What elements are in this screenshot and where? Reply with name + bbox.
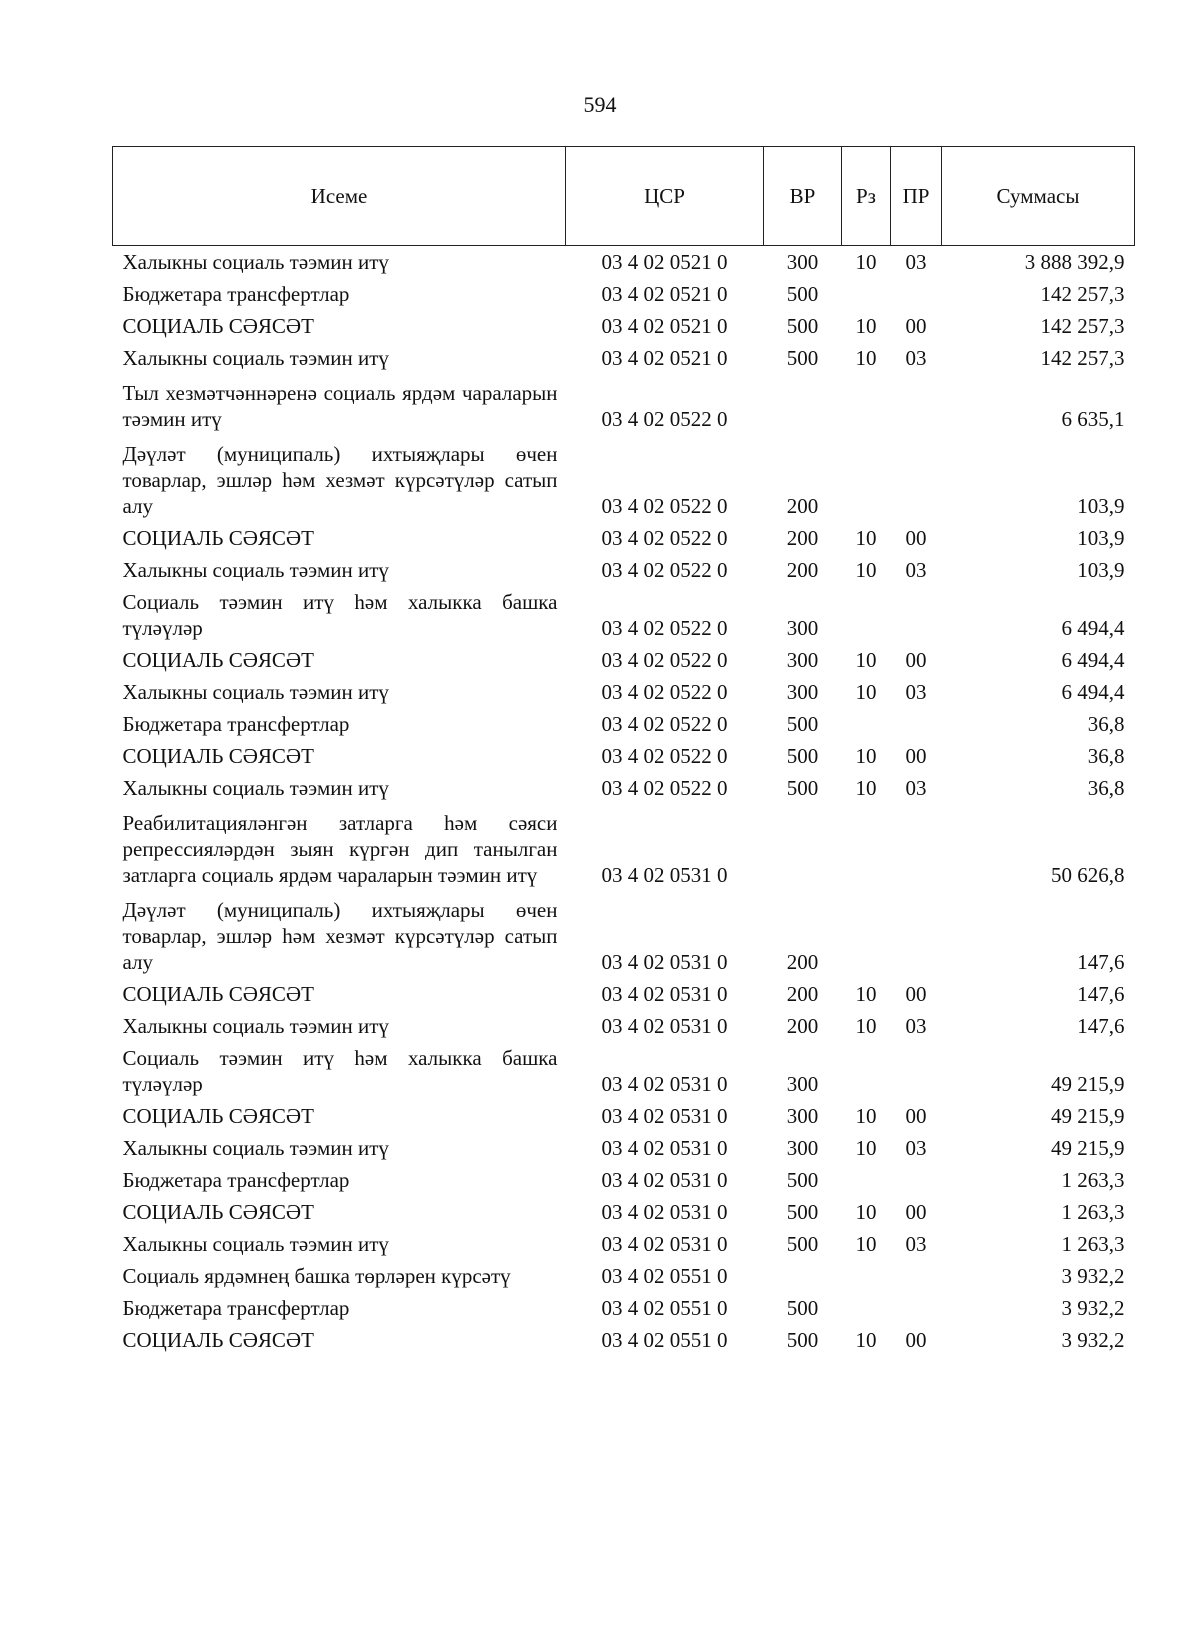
- cell-name: СОЦИАЛЬ СӘЯСӘТ: [122, 648, 314, 672]
- cell-rz: 10: [855, 1104, 877, 1128]
- cell-sum: 49 215,9: [1051, 1072, 1125, 1096]
- cell-sum: 49 215,9: [1051, 1136, 1125, 1160]
- cell-csr: 03 4 02 0551 0: [601, 1296, 728, 1320]
- cell-sum: 36,8: [1087, 776, 1125, 800]
- cell-sum: 3 932,2: [1061, 1296, 1125, 1320]
- table-row: [113, 342, 1135, 374]
- cell-pr: [891, 804, 942, 891]
- cell-name: Халыкны социаль тәэмин итү: [122, 1232, 389, 1256]
- cell-rz: 10: [855, 1200, 877, 1224]
- cell-rz: 10: [855, 744, 877, 768]
- cell-pr: 03: [905, 1232, 927, 1256]
- cell-name: Халыкны социаль тәэмин итү: [122, 558, 389, 582]
- cell-name: СОЦИАЛЬ СӘЯСӘТ: [122, 982, 314, 1006]
- cell-pr: [891, 1042, 942, 1100]
- cell-csr: 03 4 02 0551 0: [601, 1328, 728, 1352]
- cell-pr: 03: [905, 1014, 927, 1038]
- table-row: [113, 586, 1135, 644]
- cell-csr: 03 4 02 0522 0: [601, 494, 728, 518]
- cell-vr: 300: [786, 616, 819, 640]
- cell-rz: 10: [855, 1136, 877, 1160]
- table-row: [113, 1100, 1135, 1132]
- cell-vr: 500: [786, 744, 819, 768]
- cell-csr: 03 4 02 0522 0: [601, 648, 728, 672]
- cell-pr: 00: [905, 1328, 927, 1352]
- table-header: [113, 147, 1135, 246]
- cell-sum: 3 932,2: [1061, 1264, 1125, 1288]
- cell-sum: 142 257,3: [1040, 346, 1125, 370]
- cell-rz: [842, 435, 891, 522]
- table-row: [113, 1292, 1135, 1324]
- cell-pr: [891, 708, 942, 740]
- table-row: [113, 644, 1135, 676]
- cell-csr: 03 4 02 0522 0: [601, 526, 728, 550]
- cell-vr: [764, 804, 842, 891]
- table-row: [113, 1324, 1135, 1356]
- cell-pr: 00: [905, 1200, 927, 1224]
- budget-table: [112, 146, 1135, 1356]
- cell-vr: 300: [786, 1104, 819, 1128]
- table-row: [113, 278, 1135, 310]
- cell-name: Бюджетара трансфертлар: [122, 282, 350, 306]
- header-name: Исеме: [113, 147, 566, 246]
- cell-rz: 10: [855, 776, 877, 800]
- cell-csr: 03 4 02 0522 0: [601, 558, 728, 582]
- header-vr: ВР: [764, 147, 842, 246]
- cell-csr: 03 4 02 0522 0: [601, 616, 728, 640]
- cell-csr: 03 4 02 0522 0: [601, 776, 728, 800]
- cell-rz: [842, 891, 891, 978]
- cell-pr: 03: [905, 776, 927, 800]
- table-row: [113, 1010, 1135, 1042]
- cell-name: Социаль тәэмин итү һәм халыкка башка түләүләр: [122, 590, 558, 640]
- table-row: [113, 891, 1135, 978]
- cell-csr: 03 4 02 0531 0: [601, 1168, 728, 1192]
- cell-name: Халыкны социаль тәэмин итү: [122, 776, 389, 800]
- table-row: [113, 374, 1135, 435]
- table-row: [113, 1260, 1135, 1292]
- table-body: [113, 246, 1135, 1357]
- cell-sum: 3 888 392,9: [1024, 250, 1125, 274]
- table-row: [113, 676, 1135, 708]
- cell-sum: 103,9: [1077, 558, 1125, 582]
- header-sum: Суммасы: [942, 147, 1135, 246]
- table-row: [113, 1164, 1135, 1196]
- table-row: [113, 246, 1135, 279]
- cell-csr: 03 4 02 0522 0: [601, 680, 728, 704]
- cell-name: Тыл хезмәтчәннәренә социаль ярдәм чараларын тәэмин итү: [122, 381, 558, 431]
- table-row: [113, 1196, 1135, 1228]
- cell-sum: 3 932,2: [1061, 1328, 1125, 1352]
- cell-pr: [891, 1292, 942, 1324]
- cell-pr: 00: [905, 744, 927, 768]
- cell-rz: 10: [855, 1232, 877, 1256]
- cell-rz: [842, 804, 891, 891]
- cell-name: Дәүләт (муниципаль) ихтыяҗлары өчен товарлар, эшләр һәм хезмәт күрсәтүләр сатып алу: [122, 442, 558, 518]
- cell-name: Бюджетара трансфертлар: [122, 712, 350, 736]
- cell-vr: 500: [786, 282, 819, 306]
- cell-vr: 200: [786, 558, 819, 582]
- table-row: [113, 708, 1135, 740]
- cell-rz: [842, 1042, 891, 1100]
- cell-vr: [764, 1260, 842, 1292]
- cell-sum: 147,6: [1077, 950, 1125, 974]
- cell-rz: 10: [855, 526, 877, 550]
- cell-vr: 500: [786, 314, 819, 338]
- cell-csr: 03 4 02 0522 0: [601, 744, 728, 768]
- cell-pr: [891, 891, 942, 978]
- cell-name: Халыкны социаль тәэмин итү: [122, 346, 389, 370]
- cell-csr: 03 4 02 0531 0: [601, 1232, 728, 1256]
- cell-name: Дәүләт (муниципаль) ихтыяҗлары өчен товарлар, эшләр һәм хезмәт күрсәтүләр сатып алу: [122, 898, 558, 974]
- cell-rz: 10: [855, 314, 877, 338]
- cell-csr: 03 4 02 0531 0: [601, 1072, 728, 1096]
- cell-rz: [842, 278, 891, 310]
- cell-pr: 03: [905, 680, 927, 704]
- cell-pr: 00: [905, 982, 927, 1006]
- cell-pr: 03: [905, 250, 927, 274]
- table-row: [113, 978, 1135, 1010]
- cell-name: СОЦИАЛЬ СӘЯСӘТ: [122, 744, 314, 768]
- cell-name: СОЦИАЛЬ СӘЯСӘТ: [122, 1104, 314, 1128]
- cell-name: СОЦИАЛЬ СӘЯСӘТ: [122, 1328, 314, 1352]
- cell-vr: 500: [786, 776, 819, 800]
- cell-sum: 36,8: [1087, 744, 1125, 768]
- cell-csr: 03 4 02 0551 0: [601, 1264, 728, 1288]
- cell-csr: 03 4 02 0521 0: [601, 346, 728, 370]
- cell-vr: 300: [786, 1136, 819, 1160]
- cell-vr: 500: [786, 1232, 819, 1256]
- cell-vr: 500: [786, 1200, 819, 1224]
- cell-rz: 10: [855, 648, 877, 672]
- table-row: [113, 1132, 1135, 1164]
- cell-vr: 200: [786, 1014, 819, 1038]
- cell-rz: [842, 1292, 891, 1324]
- cell-vr: 300: [786, 680, 819, 704]
- cell-rz: 10: [855, 346, 877, 370]
- cell-sum: 142 257,3: [1040, 282, 1125, 306]
- cell-name: Бюджетара трансфертлар: [122, 1168, 350, 1192]
- cell-sum: 6 494,4: [1061, 680, 1125, 704]
- table-row: [113, 554, 1135, 586]
- cell-rz: 10: [855, 1014, 877, 1038]
- cell-pr: 00: [905, 648, 927, 672]
- cell-vr: 200: [786, 982, 819, 1006]
- cell-sum: 1 263,3: [1061, 1232, 1125, 1256]
- cell-vr: 500: [786, 346, 819, 370]
- table-row: [113, 772, 1135, 804]
- cell-csr: 03 4 02 0531 0: [601, 982, 728, 1006]
- cell-name: Халыкны социаль тәэмин итү: [122, 1014, 389, 1038]
- cell-vr: [764, 374, 842, 435]
- cell-sum: 6 494,4: [1061, 616, 1125, 640]
- cell-name: Халыкны социаль тәэмин итү: [122, 250, 389, 274]
- cell-csr: 03 4 02 0521 0: [601, 250, 728, 274]
- cell-sum: 103,9: [1077, 526, 1125, 550]
- cell-csr: 03 4 02 0522 0: [601, 712, 728, 736]
- cell-vr: 200: [786, 950, 819, 974]
- cell-vr: 500: [786, 1168, 819, 1192]
- cell-pr: [891, 1260, 942, 1292]
- cell-rz: 10: [855, 1328, 877, 1352]
- cell-pr: 03: [905, 346, 927, 370]
- page-number: 594: [583, 92, 617, 117]
- cell-vr: 500: [786, 1328, 819, 1352]
- cell-pr: [891, 586, 942, 644]
- cell-rz: 10: [855, 982, 877, 1006]
- cell-csr: 03 4 02 0531 0: [601, 950, 728, 974]
- cell-csr: 03 4 02 0531 0: [601, 1200, 728, 1224]
- cell-pr: [891, 1164, 942, 1196]
- cell-vr: 300: [786, 648, 819, 672]
- cell-rz: 10: [855, 250, 877, 274]
- cell-rz: [842, 708, 891, 740]
- cell-pr: 00: [905, 526, 927, 550]
- cell-sum: 6 494,4: [1061, 648, 1125, 672]
- cell-sum: 142 257,3: [1040, 314, 1125, 338]
- cell-csr: 03 4 02 0531 0: [601, 1104, 728, 1128]
- cell-name: СОЦИАЛЬ СӘЯСӘТ: [122, 526, 314, 550]
- cell-pr: 00: [905, 1104, 927, 1128]
- cell-rz: [842, 1164, 891, 1196]
- header-csr: ЦСР: [566, 147, 764, 246]
- cell-name: Халыкны социаль тәэмин итү: [122, 1136, 389, 1160]
- cell-rz: [842, 586, 891, 644]
- cell-sum: 147,6: [1077, 982, 1125, 1006]
- cell-vr: 300: [786, 1072, 819, 1096]
- cell-vr: 300: [786, 250, 819, 274]
- cell-rz: 10: [855, 680, 877, 704]
- header-pr: ПР: [891, 147, 942, 246]
- header-rz: Рз: [842, 147, 891, 246]
- cell-csr: 03 4 02 0521 0: [601, 282, 728, 306]
- table-row: [113, 1042, 1135, 1100]
- cell-sum: 147,6: [1077, 1014, 1125, 1038]
- cell-pr: [891, 435, 942, 522]
- table-row: [113, 435, 1135, 522]
- cell-pr: [891, 374, 942, 435]
- cell-rz: 10: [855, 558, 877, 582]
- cell-sum: 49 215,9: [1051, 1104, 1125, 1128]
- cell-pr: 00: [905, 314, 927, 338]
- table-row: [113, 1228, 1135, 1260]
- cell-csr: 03 4 02 0531 0: [601, 863, 728, 887]
- cell-name: Халыкны социаль тәэмин итү: [122, 680, 389, 704]
- cell-sum: 103,9: [1077, 494, 1125, 518]
- table-row: [113, 310, 1135, 342]
- cell-sum: 1 263,3: [1061, 1200, 1125, 1224]
- table-row: [113, 740, 1135, 772]
- cell-vr: 500: [786, 712, 819, 736]
- cell-name: Реабилитацияләнгән затларга һәм сәяси репрессияләрдән зыян күргән дип танылган затларга социаль ярдәм чараларын тәэмин итү: [122, 811, 558, 887]
- cell-csr: 03 4 02 0521 0: [601, 314, 728, 338]
- cell-name: СОЦИАЛЬ СӘЯСӘТ: [122, 314, 314, 338]
- cell-csr: 03 4 02 0531 0: [601, 1014, 728, 1038]
- cell-pr: [891, 278, 942, 310]
- cell-sum: 36,8: [1087, 712, 1125, 736]
- table-row: [113, 804, 1135, 891]
- cell-rz: [842, 374, 891, 435]
- cell-name: Бюджетара трансфертлар: [122, 1296, 350, 1320]
- cell-name: Социаль тәэмин итү һәм халыкка башка түләүләр: [122, 1046, 558, 1096]
- cell-csr: 03 4 02 0531 0: [601, 1136, 728, 1160]
- cell-pr: 03: [905, 558, 927, 582]
- cell-sum: 50 626,8: [1051, 863, 1125, 887]
- table-row: [113, 522, 1135, 554]
- cell-vr: 200: [786, 526, 819, 550]
- cell-vr: 500: [786, 1296, 819, 1320]
- cell-csr: 03 4 02 0522 0: [601, 407, 728, 431]
- cell-pr: 03: [905, 1136, 927, 1160]
- cell-name: Социаль ярдәмнең башка төрләрен күрсәтү: [122, 1264, 511, 1288]
- cell-sum: 1 263,3: [1061, 1168, 1125, 1192]
- cell-name: СОЦИАЛЬ СӘЯСӘТ: [122, 1200, 314, 1224]
- cell-rz: [842, 1260, 891, 1292]
- cell-vr: 200: [786, 494, 819, 518]
- cell-sum: 6 635,1: [1061, 407, 1125, 431]
